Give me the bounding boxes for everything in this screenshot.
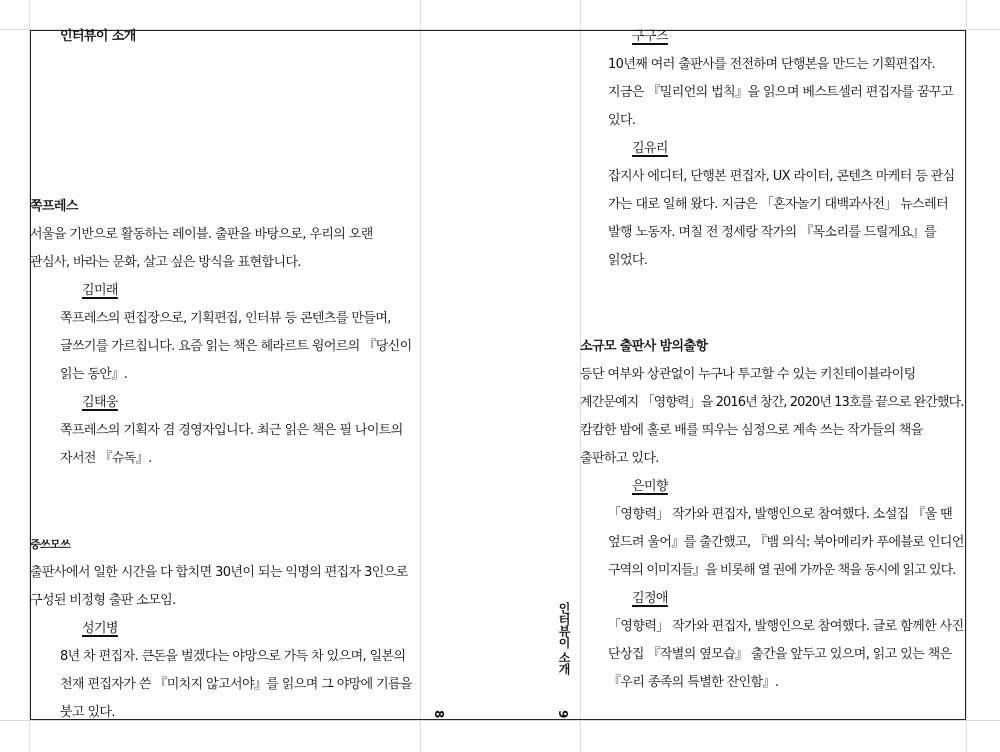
person-bio-line: 쪽프레스의 기획자 겸 경영자입니다. 최근 읽은 책은 필 나이트의 bbox=[60, 423, 403, 438]
section-desc-line: 구성된 비정형 출판 소모임. bbox=[30, 593, 176, 608]
section-desc-line: 등단 여부와 상관없이 누구나 투고할 수 있는 키친테이블라이팅 bbox=[580, 367, 916, 382]
person-name: 구구즈 bbox=[632, 29, 668, 44]
running-head-left: 인터뷰이 소개 bbox=[60, 29, 136, 44]
person-bio-line: 붓고 있다. bbox=[60, 705, 115, 720]
section-desc-line: 계간문예지 「영향력」을 2016년 창간, 2020년 13호를 끝으로 완간했다. bbox=[580, 395, 964, 410]
person-name: 김미래 bbox=[82, 283, 118, 298]
person-bio-line: 『우리 종족의 특별한 잔인함』. bbox=[608, 675, 779, 690]
person-bio-line: 구역의 이미지들』을 비롯해 열 권에 가까운 책을 동시에 읽고 있다. bbox=[608, 563, 956, 578]
person-bio-line: 읽는 동안』. bbox=[60, 367, 128, 382]
running-head-spine: 인터뷰이 소개 bbox=[557, 602, 571, 675]
guide-line bbox=[966, 0, 967, 752]
person-name: 김정애 bbox=[632, 591, 668, 606]
person-bio-line: 가는 대로 일해 왔다. 지금은 「혼자놀기 대백과사전」 뉴스레터 bbox=[608, 197, 949, 212]
person-bio-line: 단상집 『작별의 옆모습』 출간을 앞두고 있으며, 읽고 있는 책은 bbox=[608, 647, 952, 662]
person-bio-line: 「영향력」 작가와 편집자, 발행인으로 참여했다. 소설집 『울 땐 bbox=[608, 507, 953, 522]
person-bio-line: 잡지사 에디터, 단행본 편집자, UX 라이터, 콘텐츠 마케터 등 관심 bbox=[608, 169, 955, 184]
person-name: 은미향 bbox=[632, 479, 668, 494]
person-bio-line: 「영향력」 작가와 편집자, 발행인으로 참여했다. 글로 함께한 사진 bbox=[608, 619, 964, 634]
section-desc-line: 서울을 기반으로 활동하는 레이블. 출판을 바탕으로, 우리의 오랜 bbox=[30, 227, 373, 242]
section-desc-line: 출판사에서 일한 시간을 다 합치면 30년이 되는 익명의 편집자 3인으로 bbox=[30, 565, 408, 580]
person-bio-line: 엎드려 울어』를 출간했고, 『뱀 의식: 북아메리카 푸에블로 인디언 bbox=[608, 535, 964, 550]
person-bio-line: 천재 편집자가 쓴 『미치지 않고서야』를 읽으며 그 야망에 기름을 bbox=[60, 677, 413, 692]
person-bio-line: 읽었다. bbox=[608, 253, 648, 268]
section-desc-line: 출판하고 있다. bbox=[580, 451, 659, 466]
person-bio-line: 있다. bbox=[608, 113, 636, 128]
page-number-right: 9 bbox=[556, 710, 570, 718]
person-bio-line: 8년 차 편집자. 큰돈을 벌겠다는 야망으로 가득 차 있으며, 일본의 bbox=[60, 649, 406, 664]
person-bio-line: 글쓰기를 가르칩니다. 요즘 읽는 책은 헤라르트 윙어르의 『당신이 bbox=[60, 339, 412, 354]
person-name: 성기병 bbox=[82, 621, 118, 636]
section-title: 쪽프레스 bbox=[30, 199, 78, 214]
person-name: 김유리 bbox=[632, 141, 668, 156]
person-bio-line: 지금은 『밀리언의 법칙』을 읽으며 베스트셀러 편집자를 꿈꾸고 bbox=[608, 85, 953, 100]
person-bio-line: 자서전 『슈독』. bbox=[60, 451, 152, 466]
guide-line bbox=[0, 720, 1000, 721]
section-title: 소규모 출판사 밤의출항 bbox=[580, 339, 708, 354]
section-title: 중쓰모쓰 bbox=[30, 538, 71, 551]
section-desc-line: 캄캄한 밤에 홀로 배를 띄우는 심정으로 계속 쓰는 작가들의 책을 bbox=[580, 423, 923, 438]
person-name: 김태웅 bbox=[82, 395, 118, 410]
person-bio-line: 발행 노동자. 며칠 전 정세랑 작가의 『목소리를 드릴게요』를 bbox=[608, 225, 937, 240]
person-bio-line: 10년째 여러 출판사를 전전하며 단행본을 만드는 기획편집자. bbox=[608, 57, 936, 72]
section-desc-line: 관심사, 바라는 문화, 살고 싶은 방식을 표현합니다. bbox=[30, 255, 301, 270]
page-number-left: 8 bbox=[432, 710, 446, 718]
person-bio-line: 쪽프레스의 편집장으로, 기획편집, 인터뷰 등 콘텐츠를 만들며, bbox=[60, 311, 391, 326]
